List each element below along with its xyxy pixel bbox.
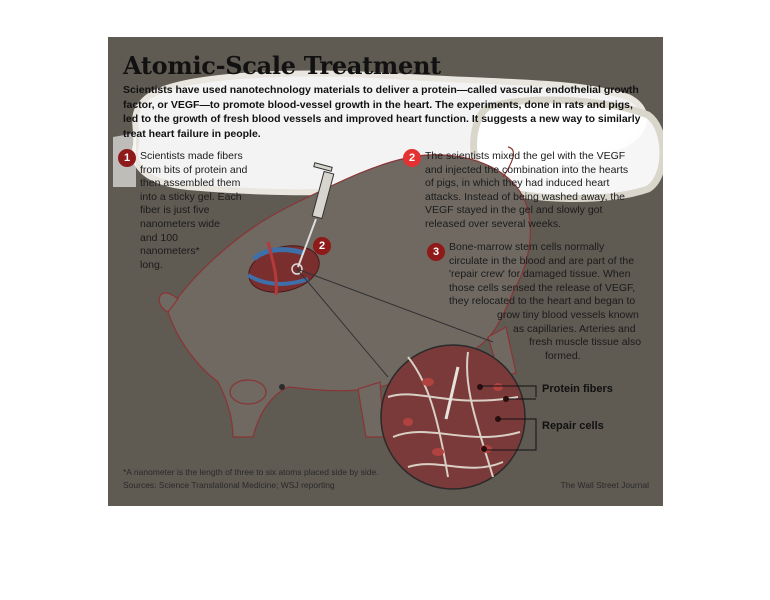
step-1-line: then assembled them	[140, 177, 241, 190]
step-3-text	[449, 241, 649, 363]
intro-paragraph: Scientists have used nanotechnology materials to deliver a protein—called vascular endothelial growth factor, or VEGF—to promote blood-vessel growth in the heart. The experiments, done in rats and pigs, led to the growth of fresh blood vessels and improved heart function. It suggests a new way to similarly treat heart failure in people.	[123, 84, 641, 140]
step-1-text	[140, 150, 270, 272]
step-3-line: those cells sensed the release of VEGF,	[449, 281, 636, 294]
publisher-credit: The Wall Street Journal	[560, 480, 649, 490]
step-3-number: 3	[427, 243, 445, 261]
step-1-line: into a sticky gel. Each	[140, 190, 242, 203]
step-2-text	[425, 150, 655, 232]
sources: Sources: Science Translational Medicine; WSJ reporting	[123, 480, 335, 490]
step-3-line: Bone-marrow stem cells normally	[449, 241, 605, 253]
step-2-line: and injected the combination into the hearts	[425, 163, 629, 176]
step-2-number: 2	[403, 149, 421, 167]
step-1-line: nanometers*	[140, 245, 200, 258]
step-3-line: as capillaries. Arteries and	[513, 322, 636, 335]
step-3-line: grow tiny blood vessels known	[497, 308, 639, 321]
step-2-line: The scientists mixed the gel with the VEGF	[425, 150, 626, 162]
step-2-line: released over several weeks.	[425, 217, 561, 230]
magnified-tissue	[381, 345, 525, 489]
step-3-line: they relocated to the heart and began to	[449, 295, 636, 308]
step-2-line: attacks. Instead of being washed away, the	[425, 190, 626, 203]
label-repair-cells: Repair cells	[542, 420, 604, 432]
step-3-line: formed.	[545, 349, 581, 362]
diagram-step-2-marker: 2	[313, 237, 331, 255]
step-2-line: VEGF stayed in the gel and slowly got	[425, 204, 603, 217]
pig-snout	[230, 380, 266, 404]
infographic-panel	[108, 37, 663, 506]
page-title: Atomic-Scale Treatment	[123, 51, 441, 80]
step-1-line: long.	[140, 258, 163, 271]
step-1-number: 1	[118, 149, 136, 167]
step-3-line: circulate in the blood and are part of the	[449, 254, 635, 267]
label-protein-fibers: Protein fibers	[542, 383, 613, 395]
step-1-line: fiber is just five	[140, 204, 210, 217]
pig-front-leg	[358, 382, 384, 437]
step-3-line: 'repair crew' for damaged tissue. When	[449, 268, 631, 281]
step-2-line: of pigs, in which they had induced heart	[425, 177, 610, 190]
step-1-line: Scientists made fibers	[140, 150, 243, 162]
step-1-line: from bits of protein and	[140, 163, 248, 176]
step-1-line: nanometers wide	[140, 217, 220, 230]
step-1-line: and 100	[140, 231, 178, 244]
step-3-line: fresh muscle tissue also	[529, 336, 642, 349]
footnote: *A nanometer is the length of three to six atoms placed side by side.	[123, 467, 379, 477]
pig-eye	[279, 384, 285, 390]
